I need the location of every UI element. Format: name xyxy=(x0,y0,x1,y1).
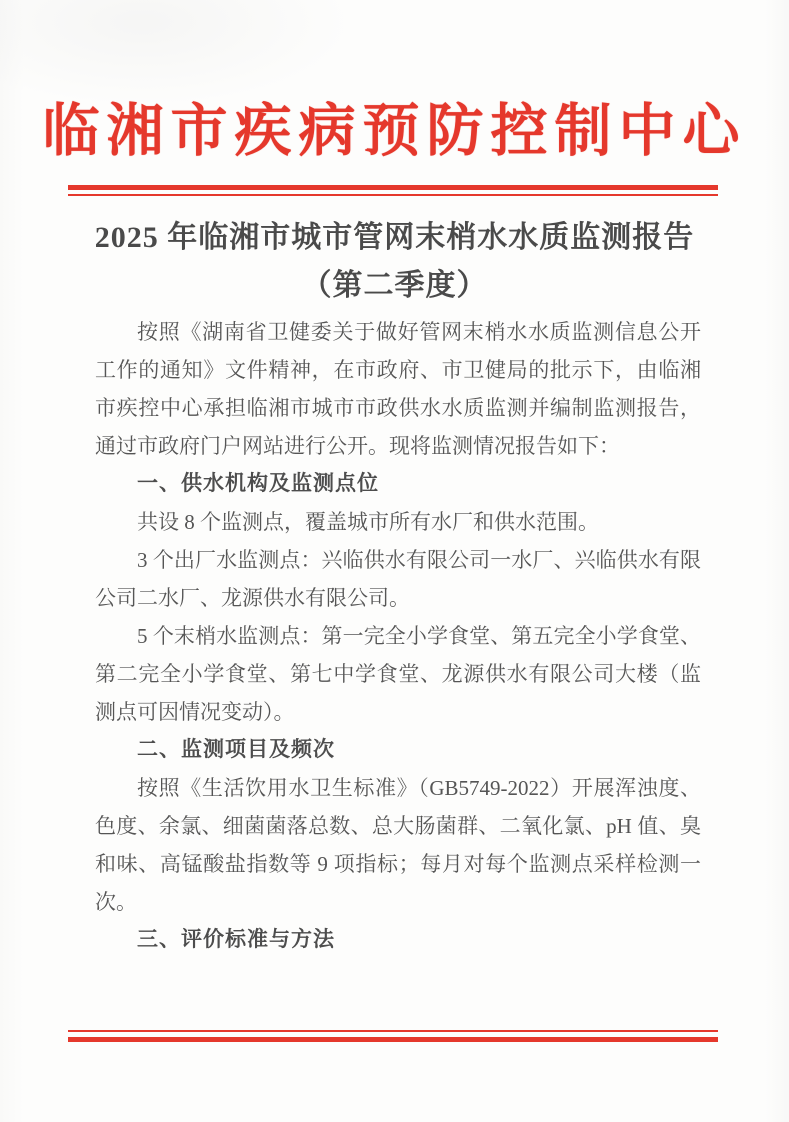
report-body xyxy=(95,313,701,959)
report-title-line2: （第二季度） xyxy=(301,269,488,302)
report-title xyxy=(0,214,789,310)
body-line: 和味、高锰酸盐指数等 9 项指标；每月对每个监测点采样检测一 xyxy=(95,852,701,876)
body-line: 色度、余氯、细菌菌落总数、总大肠菌群、二氧化氯、pH 值、臭 xyxy=(95,814,701,838)
body-line: 5 个末梢水监测点：第一完全小学食堂、第五完全小学食堂、 xyxy=(137,624,701,648)
body-line: 共设 8 个监测点，覆盖城市所有水厂和供水范围。 xyxy=(137,510,599,534)
header-rule-thick xyxy=(68,185,718,190)
letterhead-title: 临湘市疾病预防控制中心 xyxy=(42,100,747,163)
footer-rule-thick xyxy=(68,1037,718,1042)
body-line: 通过市政府门户网站进行公开。现将监测情况报告如下： xyxy=(95,434,620,458)
body-line: 市疾控中心承担临湘市城市市政供水水质监测并编制监测报告， xyxy=(95,396,701,420)
body-line: 3 个出厂水监测点：兴临供水有限公司一水厂、兴临供水有限 xyxy=(137,548,701,572)
section-heading: 二、监测项目及频次 xyxy=(137,738,335,761)
body-line: 按照《生活饮用水卫生标准》（GB5749-2022）开展浑浊度、 xyxy=(137,776,701,800)
body-line: 测点可因情况变动）。 xyxy=(95,700,295,724)
body-line: 工作的通知》文件精神，在市政府、市卫健局的批示下，由临湘 xyxy=(95,358,701,382)
body-line: 公司二水厂、龙源供水有限公司。 xyxy=(95,586,410,610)
report-title-line1: 2025 年临湘市城市管网末梢水水质监测报告 xyxy=(94,221,695,254)
section-heading: 一、供水机构及监测点位 xyxy=(137,472,379,495)
header-rule-thin xyxy=(68,194,718,196)
body-line: 第二完全小学食堂、第七中学食堂、龙源供水有限公司大楼（监 xyxy=(95,662,701,686)
body-line: 次。 xyxy=(95,890,137,914)
section-heading: 三、评价标准与方法 xyxy=(137,928,335,951)
footer-rule-thin xyxy=(68,1030,718,1032)
body-line: 按照《湖南省卫健委关于做好管网末梢水水质监测信息公开 xyxy=(137,320,701,344)
